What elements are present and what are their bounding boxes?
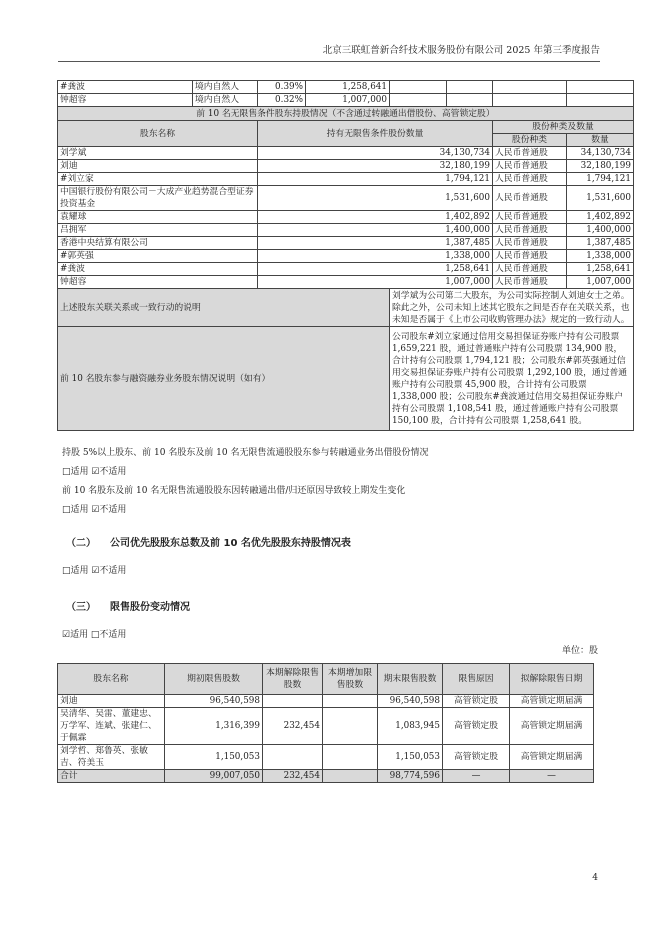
empty-cell xyxy=(493,81,567,94)
share-count: 32,180,199 xyxy=(567,160,634,173)
col-header: 股东名称 xyxy=(58,664,165,695)
share-count: 1,531,600 xyxy=(567,186,634,211)
holding-pct: 0.39% xyxy=(258,81,306,94)
begin-shares: 96,540,598 xyxy=(165,695,263,708)
section3-heading xyxy=(66,598,190,613)
unrestricted-qty: 32,180,199 xyxy=(258,160,493,173)
section2-title: 公司优先股股东总数及前 10 名优先股股东持股情况表 xyxy=(110,538,351,549)
shareholder-name: #龚波 xyxy=(58,263,258,276)
shareholder-name: #龚波 xyxy=(58,81,193,94)
section3-title: 限售股份变动情况 xyxy=(110,602,190,613)
release-date: — xyxy=(510,770,594,783)
holding-shares: 1,258,641 xyxy=(306,81,390,94)
empty-cell xyxy=(567,81,634,94)
end-shares: 96,540,598 xyxy=(378,695,443,708)
share-type: 人民币普通股 xyxy=(493,276,567,289)
end-shares: 1,083,945 xyxy=(378,708,443,745)
table-row xyxy=(58,327,634,431)
added-shares xyxy=(323,708,378,745)
page-header xyxy=(58,44,600,62)
lending-title: 持股 5%以上股东、前 10 名股东及前 10 名无限售流通股股东参与转融通业务出借股份情况 xyxy=(62,448,429,458)
holding-pct: 0.32% xyxy=(258,94,306,107)
shareholder-name: 袁耀球 xyxy=(58,211,258,224)
share-count: 1,402,892 xyxy=(567,211,634,224)
released-shares xyxy=(263,745,323,770)
shareholder-name: 钟超容 xyxy=(58,276,258,289)
shareholder-name: 中国银行股份有限公司－大成产业趋势混合型证券投资基金 xyxy=(58,186,258,211)
table-row xyxy=(58,250,634,263)
change-choice: □适用 ☑不适用 xyxy=(62,505,127,515)
section2-heading xyxy=(66,534,351,549)
share-count: 1,387,485 xyxy=(567,237,634,250)
col-header: 本期解除限售股数 xyxy=(263,664,323,695)
holder-name: 合计 xyxy=(58,770,165,783)
share-count: 1,400,000 xyxy=(567,224,634,237)
restricted-shares-table xyxy=(57,663,594,783)
relation-label: 上述股东关联关系或一致行动的说明 xyxy=(58,289,390,327)
holding-shares: 1,007,000 xyxy=(306,94,390,107)
released-shares: 232,454 xyxy=(263,770,323,783)
shareholder-name: #郭英强 xyxy=(58,250,258,263)
unit-label: 单位：股 xyxy=(561,646,598,656)
empty-cell xyxy=(493,94,567,107)
share-count: 34,130,734 xyxy=(567,147,634,160)
table-row xyxy=(58,160,634,173)
unrestricted-qty: 34,130,734 xyxy=(258,147,493,160)
unrestricted-qty: 1,387,485 xyxy=(258,237,493,250)
share-type: 人民币普通股 xyxy=(493,250,567,263)
col-header-qty: 持有无限售条件股份数量 xyxy=(258,121,493,147)
page-number: 4 xyxy=(592,873,598,883)
table-row xyxy=(58,708,594,745)
holder-name: 吴清华、吴雷、董建忠、万学军、连斌、张建仁、于佩霖 xyxy=(58,708,165,745)
shareholder-name: 香港中央结算有限公司 xyxy=(58,237,258,250)
table-row xyxy=(58,186,634,211)
table-title-row xyxy=(58,107,634,121)
col-header: 本期增加限售股数 xyxy=(323,664,378,695)
share-type: 人民币普通股 xyxy=(493,160,567,173)
table-row xyxy=(58,237,634,250)
share-count: 1,258,641 xyxy=(567,263,634,276)
table-total-row xyxy=(58,770,594,783)
unrestricted-qty: 1,794,121 xyxy=(258,173,493,186)
table-row xyxy=(58,276,634,289)
holder-name: 刘迪 xyxy=(58,695,165,708)
empty-cell xyxy=(390,94,447,107)
unrestricted-title: 前 10 名无限售条件股东持股情况（不含通过转融通出借股份、高管锁定股） xyxy=(58,107,634,121)
empty-cell xyxy=(447,81,493,94)
shareholder-name: 刘迪 xyxy=(58,160,258,173)
table-row xyxy=(58,289,634,327)
begin-shares: 99,007,050 xyxy=(165,770,263,783)
table-row xyxy=(58,745,594,770)
col-header-count: 数量 xyxy=(567,134,634,147)
unrestricted-qty: 1,402,892 xyxy=(258,211,493,224)
margin-label: 前 10 名股东参与融资融券业务股东情况说明（如有） xyxy=(58,327,390,431)
margin-text: 公司股东#刘立家通过信用交易担保证券账户持有公司股票 1,659,221 股，通过普通账户持有公司股票 134,900 股，合计持有公司股票 1,794,121 股；公司股东#郭英强通过信用交易担保证券账户持有公司股票 1,292,100 股，通过普通账户持有公司股票 45,900 股，合计持有公司股票 1,338,000 股；公司股东#龚波通过信用交易担保证券账户持有公司股票 1,108,541 股，通过普通账户持有公司股票 150,100 股，合计持有公司股票 1,258,641 股。 xyxy=(390,327,634,431)
share-count: 1,338,000 xyxy=(567,250,634,263)
table-row xyxy=(58,94,634,107)
shareholder-nature: 境内自然人 xyxy=(193,81,258,94)
shareholder-nature: 境内自然人 xyxy=(193,94,258,107)
share-count: 1,794,121 xyxy=(567,173,634,186)
unrestricted-qty: 1,400,000 xyxy=(258,224,493,237)
share-type: 人民币普通股 xyxy=(493,263,567,276)
end-shares: 1,150,053 xyxy=(378,745,443,770)
section2-choice: □适用 ☑不适用 xyxy=(62,566,127,576)
report-title: 北京三联虹普新合纤技术服务股份有限公司 2025 年第三季度报告 xyxy=(322,45,600,56)
share-type: 人民币普通股 xyxy=(493,224,567,237)
restriction-reason: 高管锁定股 xyxy=(443,708,510,745)
begin-shares: 1,316,399 xyxy=(165,708,263,745)
share-type: 人民币普通股 xyxy=(493,173,567,186)
unrestricted-qty: 1,258,641 xyxy=(258,263,493,276)
empty-cell xyxy=(447,94,493,107)
shareholder-name: #刘立家 xyxy=(58,173,258,186)
table-row xyxy=(58,211,634,224)
added-shares xyxy=(323,745,378,770)
restriction-reason: — xyxy=(443,770,510,783)
shareholder-name: 刘学斌 xyxy=(58,147,258,160)
released-shares: 232,454 xyxy=(263,708,323,745)
unrestricted-qty: 1,531,600 xyxy=(258,186,493,211)
col-header: 期初限售股数 xyxy=(165,664,263,695)
lending-choice: □适用 ☑不适用 xyxy=(62,467,127,477)
col-header-type-group: 股份种类及数量 xyxy=(493,121,634,134)
table-header-row xyxy=(58,121,634,134)
table-row xyxy=(58,695,594,708)
table-row xyxy=(58,173,634,186)
col-header-type: 股份种类 xyxy=(493,134,567,147)
table-row xyxy=(58,224,634,237)
change-title: 前 10 名股东及前 10 名无限售流通股股东因转融通出借/归还原因导致较上期发生变化 xyxy=(62,486,406,496)
share-type: 人民币普通股 xyxy=(493,237,567,250)
unrestricted-qty: 1,007,000 xyxy=(258,276,493,289)
share-type: 人民币普通股 xyxy=(493,186,567,211)
unrestricted-qty: 1,338,000 xyxy=(258,250,493,263)
end-shares: 98,774,596 xyxy=(378,770,443,783)
col-header-name: 股东名称 xyxy=(58,121,258,147)
share-type: 人民币普通股 xyxy=(493,147,567,160)
released-shares xyxy=(263,695,323,708)
col-header: 期末限售股数 xyxy=(378,664,443,695)
shareholder-name: 吕拥军 xyxy=(58,224,258,237)
table-row xyxy=(58,147,634,160)
section3-num: （三） xyxy=(66,602,96,613)
shareholder-name: 钟超容 xyxy=(58,94,193,107)
added-shares xyxy=(323,695,378,708)
section2-num: （二） xyxy=(66,538,96,549)
release-date: 高管锁定期届满 xyxy=(510,708,594,745)
relation-text: 刘学斌为公司第二大股东，为公司实际控制人刘迪女士之弟。除此之外，公司未知上述其它股东之间是否存在关联关系，也未知是否属于《上市公司收购管理办法》规定的一致行动人。 xyxy=(390,289,634,327)
release-date: 高管锁定期届满 xyxy=(510,745,594,770)
empty-cell xyxy=(567,94,634,107)
release-date: 高管锁定期届满 xyxy=(510,695,594,708)
col-header: 拟解除限售日期 xyxy=(510,664,594,695)
table-row xyxy=(58,263,634,276)
added-shares xyxy=(323,770,378,783)
share-type: 人民币普通股 xyxy=(493,211,567,224)
table-row xyxy=(58,81,634,94)
shareholder-table xyxy=(57,80,634,431)
holder-name: 刘学哲、郑鲁英、张敏吉、符美玉 xyxy=(58,745,165,770)
col-header: 限售原因 xyxy=(443,664,510,695)
share-count: 1,007,000 xyxy=(567,276,634,289)
restriction-reason: 高管锁定股 xyxy=(443,695,510,708)
empty-cell xyxy=(390,81,447,94)
table-header-row xyxy=(58,664,594,695)
begin-shares: 1,150,053 xyxy=(165,745,263,770)
restriction-reason: 高管锁定股 xyxy=(443,745,510,770)
section3-choice: ☑适用 □不适用 xyxy=(62,630,127,640)
